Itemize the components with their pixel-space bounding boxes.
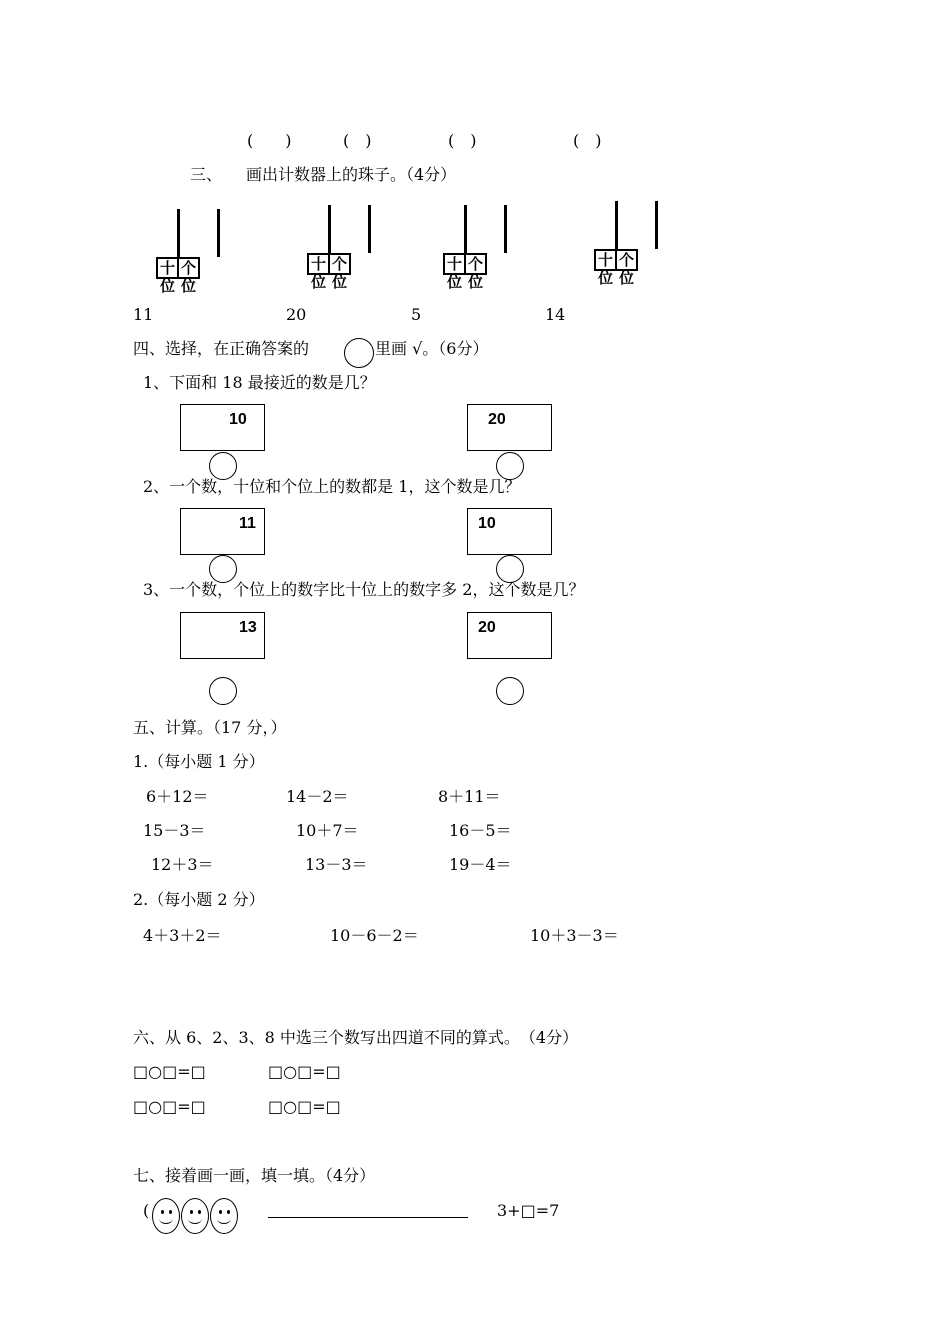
option-box: 13 [180, 612, 265, 659]
abacus-number-1: 11 [133, 305, 154, 324]
equation-template: □○□=□ [133, 1062, 206, 1081]
option-box: 10 [180, 404, 265, 451]
part-2-title: 2.（每小题 2 分） [133, 890, 265, 909]
equation: 10＋3－3＝ [530, 926, 619, 945]
equation: 10－6－2＝ [330, 926, 419, 945]
option-box: 11 [180, 508, 265, 555]
equation: 6＋12＝ [146, 787, 209, 806]
smiley-face-icon [181, 1198, 209, 1234]
fill-equation: 3+□=7 [497, 1201, 560, 1220]
equation: 16－5＝ [449, 821, 512, 840]
answer-paren-4: ( ) [573, 131, 602, 150]
answer-circle[interactable] [209, 677, 237, 705]
equation-template: □○□=□ [268, 1097, 341, 1116]
tens-label: 十位 [447, 255, 463, 291]
question-3: 3、一个数，个位上的数字比十位上的数字多 2，这个数是几？ [143, 580, 585, 599]
section-3-title: 三、 画出计数器上的珠子。（4分） [190, 165, 457, 184]
smiley-face-icon [210, 1198, 238, 1234]
answer-circle[interactable] [496, 555, 524, 583]
abacus-number-2: 20 [286, 305, 307, 324]
drawing-answer-line[interactable] [268, 1217, 468, 1218]
answer-paren-1: ( ) [247, 131, 292, 150]
option-box: 20 [467, 404, 552, 451]
section-5-title: 五、计算。（17 分，） [133, 718, 287, 737]
tens-label: 十位 [311, 255, 327, 291]
equation: 12＋3＝ [151, 855, 214, 874]
ones-label: 个位 [615, 251, 636, 269]
answer-circle-icon [344, 338, 374, 368]
tens-label: 十位 [598, 251, 614, 287]
equation: 4＋3＋2＝ [143, 926, 222, 945]
tens-label: 十位 [160, 259, 176, 295]
answer-paren-2: ( ) [343, 131, 372, 150]
equation: 14－2＝ [286, 787, 349, 806]
ones-label: 个位 [328, 255, 349, 273]
question-1: 1、下面和 18 最接近的数是几？ [143, 373, 376, 392]
section-4-title-start: 四、选择，在正确答案的 [133, 339, 310, 358]
answer-circle[interactable] [209, 555, 237, 583]
equation: 19－4＝ [449, 855, 512, 874]
equation-template: □○□=□ [133, 1097, 206, 1116]
open-paren: ( [143, 1201, 150, 1220]
answer-circle[interactable] [209, 452, 237, 480]
equation: 8＋11＝ [438, 787, 501, 806]
answer-circle[interactable] [496, 452, 524, 480]
smiley-face-icon [152, 1198, 180, 1234]
option-box: 10 [467, 508, 552, 555]
section-7-title: 七、接着画一画，填一填。（4分） [133, 1166, 376, 1185]
abacus-number-4: 14 [545, 305, 566, 324]
part-1-title: 1.（每小题 1 分） [133, 752, 265, 771]
ones-label: 个位 [464, 255, 485, 273]
section-6-title: 六、从 6、2、3、8 中选三个数写出四道不同的算式。 （4分） [133, 1028, 579, 1047]
question-2: 2、一个数，十位和个位上的数都是 1，这个数是几？ [143, 477, 521, 496]
equation-template: □○□=□ [268, 1062, 341, 1081]
answer-paren-3: ( ) [448, 131, 477, 150]
equation: 13－3＝ [305, 855, 368, 874]
abacus-number-3: 5 [411, 305, 422, 324]
equation: 15－3＝ [143, 821, 206, 840]
ones-label: 个位 [177, 259, 198, 277]
option-box: 20 [467, 612, 552, 659]
equation: 10＋7＝ [296, 821, 359, 840]
section-4-title-end: 里画 √。（6分） [375, 339, 489, 358]
answer-circle[interactable] [496, 677, 524, 705]
